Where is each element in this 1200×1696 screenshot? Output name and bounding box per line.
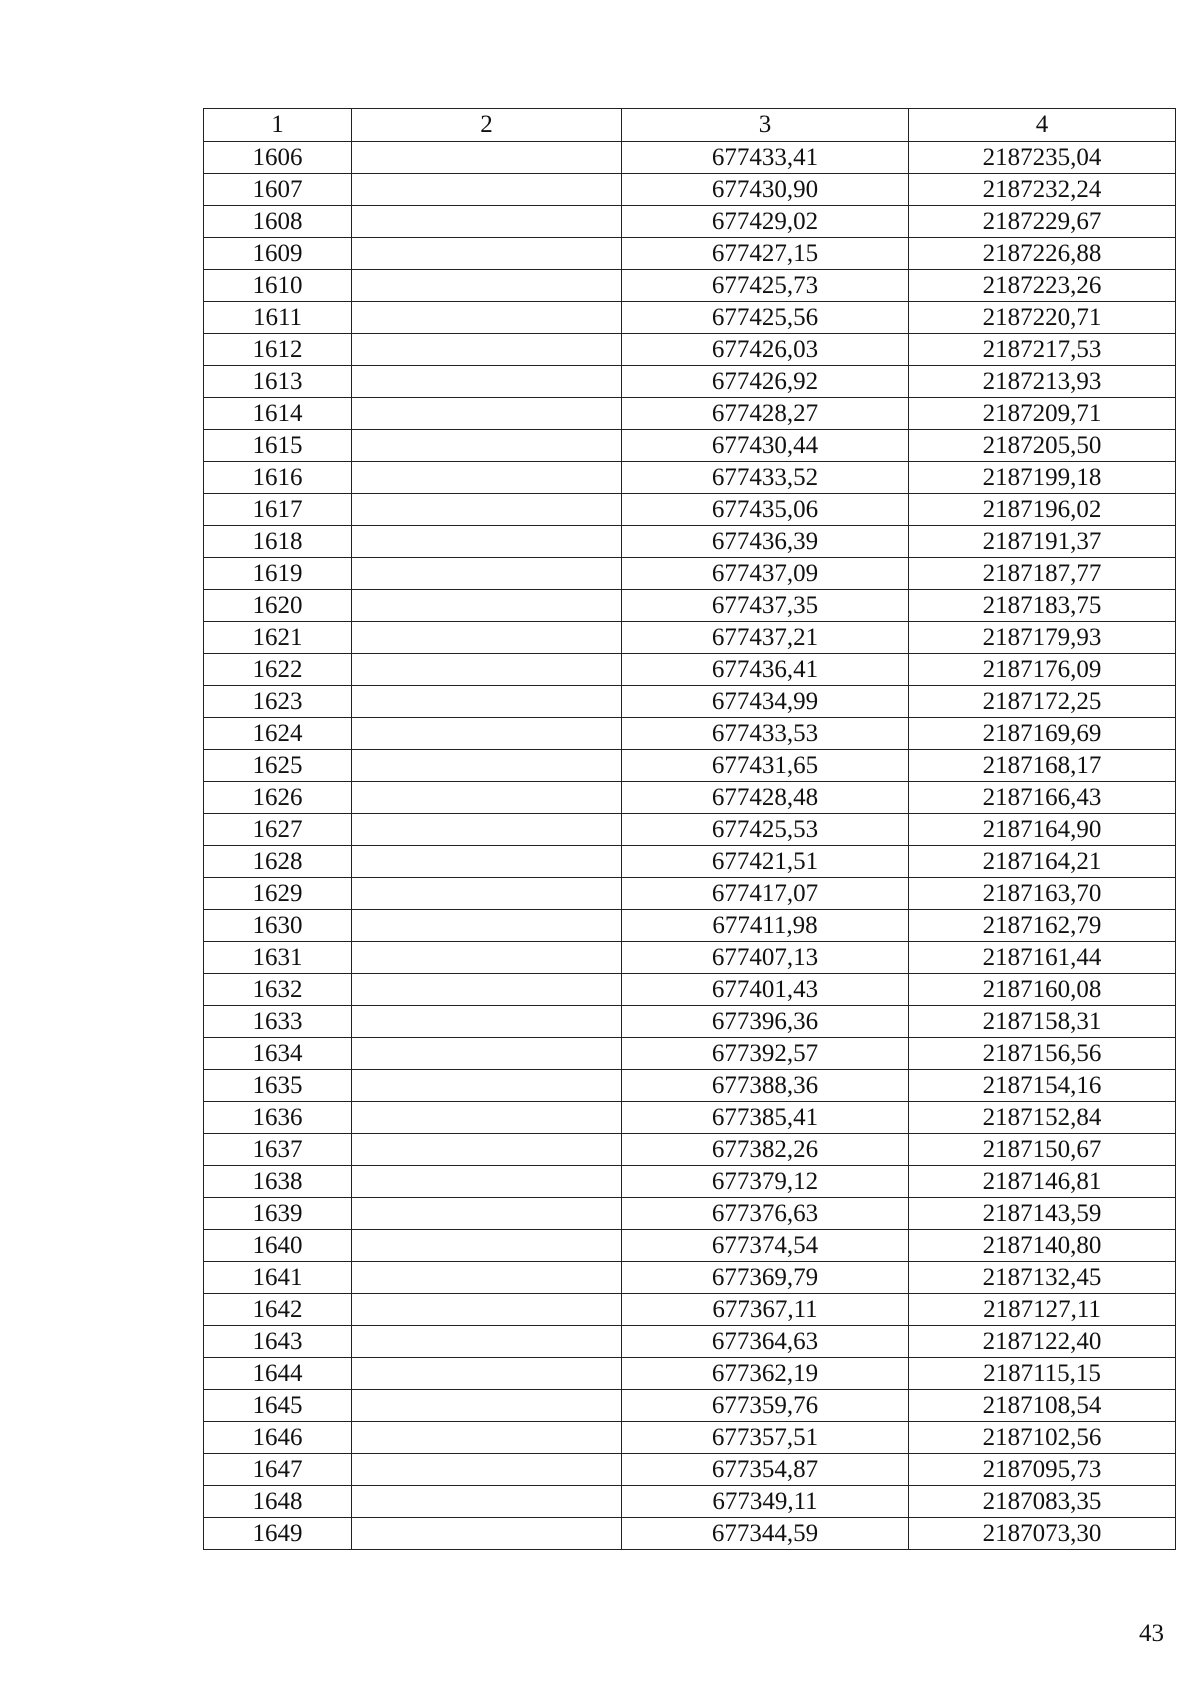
table-cell-col-3: 677428,27 xyxy=(622,398,909,430)
table-cell-col-1: 1612 xyxy=(204,334,352,366)
table-cell-col-1: 1606 xyxy=(204,142,352,174)
table-cell-col-1: 1629 xyxy=(204,878,352,910)
table-cell-col-3: 677428,48 xyxy=(622,782,909,814)
table-cell-col-4: 2187146,81 xyxy=(909,1166,1176,1198)
table-cell-col-2 xyxy=(352,1390,622,1422)
table-cell-col-2 xyxy=(352,974,622,1006)
table-row xyxy=(204,1070,1176,1102)
table-cell-col-2 xyxy=(352,1262,622,1294)
table-cell-col-4: 2187232,24 xyxy=(909,174,1176,206)
table-cell-col-2 xyxy=(352,1230,622,1262)
table-row xyxy=(204,1102,1176,1134)
table-cell-col-2 xyxy=(352,1294,622,1326)
table-cell-col-2 xyxy=(352,1038,622,1070)
table-cell-col-2 xyxy=(352,430,622,462)
table-cell-col-3: 677396,36 xyxy=(622,1006,909,1038)
table-cell-col-3: 677367,11 xyxy=(622,1294,909,1326)
table-cell-col-3: 677401,43 xyxy=(622,974,909,1006)
table-row xyxy=(204,1038,1176,1070)
table-cell-col-3: 677425,56 xyxy=(622,302,909,334)
table-cell-col-3: 677349,11 xyxy=(622,1486,909,1518)
table-cell-col-3: 677379,12 xyxy=(622,1166,909,1198)
table-row xyxy=(204,1454,1176,1486)
table-cell-col-4: 2187168,17 xyxy=(909,750,1176,782)
table-cell-col-4: 2187156,56 xyxy=(909,1038,1176,1070)
table-cell-col-2 xyxy=(352,622,622,654)
table-cell-col-3: 677344,59 xyxy=(622,1518,909,1550)
header-row xyxy=(204,109,1176,142)
table-row xyxy=(204,750,1176,782)
table-row xyxy=(204,1230,1176,1262)
table-cell-col-2 xyxy=(352,846,622,878)
table-cell-col-3: 677362,19 xyxy=(622,1358,909,1390)
table-cell-col-1: 1622 xyxy=(204,654,352,686)
table-cell-col-4: 2187172,25 xyxy=(909,686,1176,718)
table-cell-col-3: 677382,26 xyxy=(622,1134,909,1166)
table-cell-col-3: 677433,41 xyxy=(622,142,909,174)
table-cell-col-1: 1637 xyxy=(204,1134,352,1166)
table-cell-col-1: 1627 xyxy=(204,814,352,846)
table-cell-col-1: 1614 xyxy=(204,398,352,430)
table-cell-col-3: 677430,90 xyxy=(622,174,909,206)
table-cell-col-1: 1611 xyxy=(204,302,352,334)
table-cell-col-4: 2187095,73 xyxy=(909,1454,1176,1486)
table-cell-col-2 xyxy=(352,910,622,942)
table-cell-col-2 xyxy=(352,1102,622,1134)
table-row xyxy=(204,398,1176,430)
table-cell-col-2 xyxy=(352,366,622,398)
table-cell-col-2 xyxy=(352,590,622,622)
table-cell-col-3: 677434,99 xyxy=(622,686,909,718)
table-cell-col-1: 1626 xyxy=(204,782,352,814)
table-cell-col-1: 1646 xyxy=(204,1422,352,1454)
table-cell-col-1: 1630 xyxy=(204,910,352,942)
table-cell-col-1: 1610 xyxy=(204,270,352,302)
table-row xyxy=(204,1134,1176,1166)
table-row xyxy=(204,878,1176,910)
table-cell-col-1: 1645 xyxy=(204,1390,352,1422)
table-cell-col-1: 1632 xyxy=(204,974,352,1006)
table-row xyxy=(204,1518,1176,1550)
table-cell-col-4: 2187220,71 xyxy=(909,302,1176,334)
table-row xyxy=(204,846,1176,878)
table-cell-col-2 xyxy=(352,942,622,974)
table-cell-col-3: 677417,07 xyxy=(622,878,909,910)
table-row xyxy=(204,1166,1176,1198)
table-row xyxy=(204,942,1176,974)
table-cell-col-2 xyxy=(352,750,622,782)
table-row xyxy=(204,622,1176,654)
table-row xyxy=(204,238,1176,270)
header-cell-4: 4 xyxy=(909,109,1176,142)
table-row xyxy=(204,302,1176,334)
table-cell-col-3: 677421,51 xyxy=(622,846,909,878)
table-cell-col-2 xyxy=(352,814,622,846)
table-cell-col-4: 2187166,43 xyxy=(909,782,1176,814)
table-row xyxy=(204,654,1176,686)
table-row xyxy=(204,206,1176,238)
table-cell-col-1: 1631 xyxy=(204,942,352,974)
table-cell-col-1: 1644 xyxy=(204,1358,352,1390)
table-cell-col-1: 1649 xyxy=(204,1518,352,1550)
table-cell-col-1: 1608 xyxy=(204,206,352,238)
table-cell-col-4: 2187164,21 xyxy=(909,846,1176,878)
table-cell-col-4: 2187235,04 xyxy=(909,142,1176,174)
table-row xyxy=(204,814,1176,846)
table-cell-col-2 xyxy=(352,1358,622,1390)
table-cell-col-1: 1617 xyxy=(204,494,352,526)
table-cell-col-2 xyxy=(352,558,622,590)
table-cell-col-3: 677431,65 xyxy=(622,750,909,782)
table-cell-col-4: 2187176,09 xyxy=(909,654,1176,686)
table-cell-col-4: 2187152,84 xyxy=(909,1102,1176,1134)
table-cell-col-1: 1636 xyxy=(204,1102,352,1134)
table-cell-col-1: 1623 xyxy=(204,686,352,718)
table-cell-col-1: 1616 xyxy=(204,462,352,494)
table-cell-col-4: 2187205,50 xyxy=(909,430,1176,462)
table-cell-col-1: 1624 xyxy=(204,718,352,750)
table-row xyxy=(204,526,1176,558)
table-cell-col-3: 677427,15 xyxy=(622,238,909,270)
table-cell-col-4: 2187164,90 xyxy=(909,814,1176,846)
table-cell-col-3: 677411,98 xyxy=(622,910,909,942)
table-cell-col-4: 2187196,02 xyxy=(909,494,1176,526)
table-cell-col-2 xyxy=(352,1422,622,1454)
table-cell-col-2 xyxy=(352,206,622,238)
table-cell-col-1: 1625 xyxy=(204,750,352,782)
table-cell-col-2 xyxy=(352,878,622,910)
header-cell-3: 3 xyxy=(622,109,909,142)
table-cell-col-4: 2187187,77 xyxy=(909,558,1176,590)
table-cell-col-3: 677357,51 xyxy=(622,1422,909,1454)
table-cell-col-2 xyxy=(352,1518,622,1550)
table-cell-col-4: 2187102,56 xyxy=(909,1422,1176,1454)
table-cell-col-1: 1643 xyxy=(204,1326,352,1358)
table-body xyxy=(204,142,1176,1550)
table-cell-col-1: 1648 xyxy=(204,1486,352,1518)
table-cell-col-3: 677426,92 xyxy=(622,366,909,398)
table-cell-col-4: 2187183,75 xyxy=(909,590,1176,622)
table-cell-col-3: 677407,13 xyxy=(622,942,909,974)
table-cell-col-1: 1620 xyxy=(204,590,352,622)
table-row xyxy=(204,462,1176,494)
table-row xyxy=(204,974,1176,1006)
table-cell-col-4: 2187122,40 xyxy=(909,1326,1176,1358)
table-cell-col-3: 677437,35 xyxy=(622,590,909,622)
table-row xyxy=(204,1326,1176,1358)
table-row xyxy=(204,558,1176,590)
table-cell-col-2 xyxy=(352,1070,622,1102)
header-cell-2: 2 xyxy=(352,109,622,142)
table-cell-col-3: 677436,39 xyxy=(622,526,909,558)
table-row xyxy=(204,910,1176,942)
table-cell-col-2 xyxy=(352,686,622,718)
table-cell-col-4: 2187158,31 xyxy=(909,1006,1176,1038)
table-cell-col-3: 677433,53 xyxy=(622,718,909,750)
table-cell-col-1: 1639 xyxy=(204,1198,352,1230)
table-cell-col-4: 2187229,67 xyxy=(909,206,1176,238)
table-cell-col-1: 1619 xyxy=(204,558,352,590)
table-cell-col-4: 2187132,45 xyxy=(909,1262,1176,1294)
table-row xyxy=(204,142,1176,174)
table-cell-col-1: 1647 xyxy=(204,1454,352,1486)
table-row xyxy=(204,782,1176,814)
table-cell-col-3: 677374,54 xyxy=(622,1230,909,1262)
header-cell-1: 1 xyxy=(204,109,352,142)
table-cell-col-1: 1634 xyxy=(204,1038,352,1070)
table-cell-col-3: 677354,87 xyxy=(622,1454,909,1486)
table-cell-col-2 xyxy=(352,1486,622,1518)
table-cell-col-2 xyxy=(352,1454,622,1486)
coordinates-table xyxy=(203,108,1176,1550)
table-cell-col-3: 677364,63 xyxy=(622,1326,909,1358)
table-cell-col-1: 1628 xyxy=(204,846,352,878)
table-cell-col-4: 2187083,35 xyxy=(909,1486,1176,1518)
table-row xyxy=(204,1294,1176,1326)
table-cell-col-3: 677425,73 xyxy=(622,270,909,302)
table-row xyxy=(204,1198,1176,1230)
table-row xyxy=(204,1262,1176,1294)
table-cell-col-1: 1613 xyxy=(204,366,352,398)
table-cell-col-4: 2187213,93 xyxy=(909,366,1176,398)
table-cell-col-3: 677435,06 xyxy=(622,494,909,526)
table-cell-col-2 xyxy=(352,526,622,558)
table-row xyxy=(204,174,1176,206)
table-cell-col-3: 677436,41 xyxy=(622,654,909,686)
table-cell-col-4: 2187209,71 xyxy=(909,398,1176,430)
table-cell-col-2 xyxy=(352,398,622,430)
table-cell-col-4: 2187226,88 xyxy=(909,238,1176,270)
table-row xyxy=(204,494,1176,526)
table-row xyxy=(204,1486,1176,1518)
table-cell-col-4: 2187217,53 xyxy=(909,334,1176,366)
table-cell-col-4: 2187150,67 xyxy=(909,1134,1176,1166)
table-cell-col-4: 2187179,93 xyxy=(909,622,1176,654)
table-cell-col-1: 1642 xyxy=(204,1294,352,1326)
table-cell-col-2 xyxy=(352,1006,622,1038)
table-row xyxy=(204,334,1176,366)
table-cell-col-1: 1638 xyxy=(204,1166,352,1198)
table-cell-col-3: 677388,36 xyxy=(622,1070,909,1102)
table-cell-col-1: 1621 xyxy=(204,622,352,654)
table-cell-col-4: 2187154,16 xyxy=(909,1070,1176,1102)
table-cell-col-4: 2187140,80 xyxy=(909,1230,1176,1262)
table-cell-col-2 xyxy=(352,142,622,174)
table-cell-col-4: 2187161,44 xyxy=(909,942,1176,974)
table-cell-col-4: 2187223,26 xyxy=(909,270,1176,302)
table-cell-col-4: 2187169,69 xyxy=(909,718,1176,750)
table-cell-col-2 xyxy=(352,494,622,526)
table-cell-col-1: 1641 xyxy=(204,1262,352,1294)
table-row xyxy=(204,1006,1176,1038)
table-cell-col-3: 677437,09 xyxy=(622,558,909,590)
table-cell-col-1: 1618 xyxy=(204,526,352,558)
table-cell-col-3: 677376,63 xyxy=(622,1198,909,1230)
table-cell-col-2 xyxy=(352,270,622,302)
table-cell-col-2 xyxy=(352,718,622,750)
table-cell-col-4: 2187108,54 xyxy=(909,1390,1176,1422)
table-cell-col-2 xyxy=(352,174,622,206)
table-cell-col-4: 2187191,37 xyxy=(909,526,1176,558)
table-cell-col-1: 1609 xyxy=(204,238,352,270)
table-row xyxy=(204,366,1176,398)
table-header xyxy=(204,109,1176,142)
table-cell-col-2 xyxy=(352,1134,622,1166)
table-cell-col-3: 677429,02 xyxy=(622,206,909,238)
table-cell-col-2 xyxy=(352,782,622,814)
table-cell-col-1: 1635 xyxy=(204,1070,352,1102)
table-cell-col-1: 1633 xyxy=(204,1006,352,1038)
table-cell-col-3: 677433,52 xyxy=(622,462,909,494)
table-row xyxy=(204,1422,1176,1454)
table-cell-col-3: 677425,53 xyxy=(622,814,909,846)
table-cell-col-4: 2187127,11 xyxy=(909,1294,1176,1326)
table-cell-col-4: 2187143,59 xyxy=(909,1198,1176,1230)
table-cell-col-2 xyxy=(352,462,622,494)
table-cell-col-2 xyxy=(352,238,622,270)
table-cell-col-2 xyxy=(352,1198,622,1230)
table-cell-col-1: 1607 xyxy=(204,174,352,206)
table-row xyxy=(204,430,1176,462)
table-row xyxy=(204,686,1176,718)
table-cell-col-4: 2187162,79 xyxy=(909,910,1176,942)
table-row xyxy=(204,590,1176,622)
table-cell-col-1: 1615 xyxy=(204,430,352,462)
table-cell-col-1: 1640 xyxy=(204,1230,352,1262)
table-cell-col-3: 677437,21 xyxy=(622,622,909,654)
table-cell-col-2 xyxy=(352,302,622,334)
table-cell-col-4: 2187163,70 xyxy=(909,878,1176,910)
table-row xyxy=(204,718,1176,750)
page-number: 43 xyxy=(1139,1620,1164,1647)
table-cell-col-4: 2187199,18 xyxy=(909,462,1176,494)
table-cell-col-3: 677385,41 xyxy=(622,1102,909,1134)
table-row xyxy=(204,1390,1176,1422)
table-cell-col-2 xyxy=(352,1326,622,1358)
table-cell-col-3: 677359,76 xyxy=(622,1390,909,1422)
table-cell-col-4: 2187115,15 xyxy=(909,1358,1176,1390)
table-cell-col-2 xyxy=(352,1166,622,1198)
table-cell-col-3: 677369,79 xyxy=(622,1262,909,1294)
table-cell-col-3: 677426,03 xyxy=(622,334,909,366)
table-cell-col-2 xyxy=(352,334,622,366)
table-cell-col-3: 677430,44 xyxy=(622,430,909,462)
table-row xyxy=(204,1358,1176,1390)
table-row xyxy=(204,270,1176,302)
table-cell-col-2 xyxy=(352,654,622,686)
table-cell-col-4: 2187073,30 xyxy=(909,1518,1176,1550)
table-cell-col-3: 677392,57 xyxy=(622,1038,909,1070)
table-cell-col-4: 2187160,08 xyxy=(909,974,1176,1006)
